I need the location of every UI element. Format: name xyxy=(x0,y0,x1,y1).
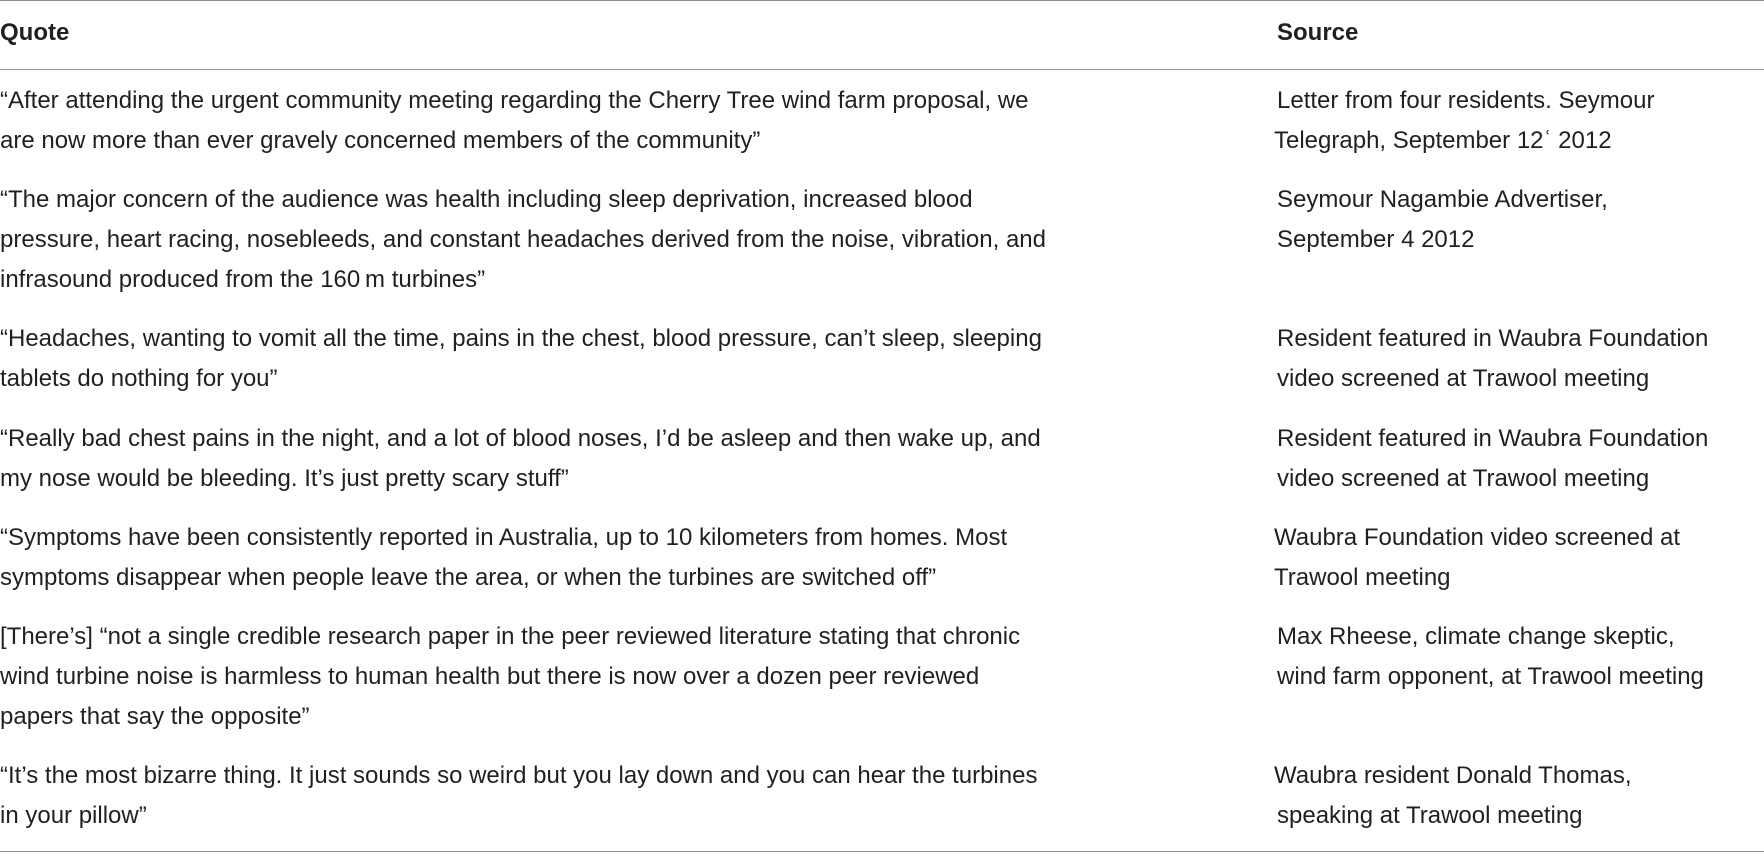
table-row-quote xyxy=(0,518,1200,598)
table-row-quote xyxy=(0,319,1200,399)
table-row-quote xyxy=(0,419,1200,499)
source-line: Resident featured in Waubra Foundation xyxy=(1277,325,1709,352)
quote-line: “Headaches, wanting to vomit all the time, pains in the chest, blood pressure, can’t sleep, sleeping xyxy=(0,325,1042,352)
quote-line: are now more than ever gravely concerned members of the community” xyxy=(0,127,761,154)
source-line: speaking at Trawool meeting xyxy=(1277,802,1583,829)
table-top-rule xyxy=(0,0,1764,1)
source-line: Letter from four residents. Seymour xyxy=(1277,87,1655,114)
source-line: Waubra Foundation video screened at xyxy=(1274,524,1681,551)
table-row-source xyxy=(1274,180,1764,260)
quote-line: tablets do nothing for you” xyxy=(0,365,278,392)
quote-line: “Really bad chest pains in the night, and a lot of blood noses, I’d be asleep and then wake up, and xyxy=(0,425,1041,452)
quote-line: in your pillow” xyxy=(0,802,147,829)
quote-line: “Symptoms have been consistently reported in Australia, up to 10 kilometers from homes. Most xyxy=(0,524,1008,551)
source-line: video screened at Trawool meeting xyxy=(1277,365,1650,392)
quote-line: “It’s the most bizarre thing. It just sounds so weird but you lay down and you can hear the turbines xyxy=(0,762,1038,789)
source-line: Trawool meeting xyxy=(1274,564,1451,591)
source-line: Resident featured in Waubra Foundation xyxy=(1277,425,1709,452)
table-row-source xyxy=(1274,319,1764,399)
table-row-quote xyxy=(0,617,1200,737)
source-line: video screened at Trawool meeting xyxy=(1277,465,1650,492)
source-line: wind farm opponent, at Trawool meeting xyxy=(1277,663,1704,690)
quote-line: wind turbine noise is harmless to human health but there is now over a dozen peer reviewed xyxy=(0,663,980,690)
source-line: Seymour Nagambie Advertiser, xyxy=(1277,186,1608,213)
table-row-quote xyxy=(0,756,1200,836)
table-row-source xyxy=(1274,756,1764,836)
quote-line: infrasound produced from the 160 m turbines” xyxy=(0,266,486,293)
table-row-source xyxy=(1274,81,1764,161)
source-line: Waubra resident Donald Thomas, xyxy=(1274,762,1632,789)
column-header-source: Source xyxy=(1277,19,1359,46)
quote-line: “After attending the urgent community meeting regarding the Cherry Tree wind farm proposal, we xyxy=(0,87,1029,114)
table-row-quote xyxy=(0,180,1200,300)
table-header-rule xyxy=(0,69,1764,70)
source-line: Max Rheese, climate change skeptic, xyxy=(1277,623,1675,650)
quote-line: pressure, heart racing, nosebleeds, and constant headaches derived from the noise, vibration, and xyxy=(0,226,1046,253)
quote-line: my nose would be bleeding. It’s just pretty scary stuff” xyxy=(0,465,569,492)
quote-line: [There’s] “not a single credible research paper in the peer reviewed literature stating that chronic xyxy=(0,623,1021,650)
quote-line: papers that say the opposite” xyxy=(0,703,310,730)
quote-line: “The major concern of the audience was health including sleep deprivation, increased blood xyxy=(0,186,973,213)
quote-line: symptoms disappear when people leave the area, or when the turbines are switched off” xyxy=(0,564,937,591)
column-header-quote: Quote xyxy=(0,19,70,46)
table-row-source xyxy=(1274,617,1764,697)
table-bottom-rule xyxy=(0,851,1764,852)
table-row-quote xyxy=(0,81,1200,161)
source-line: September 4 2012 xyxy=(1277,226,1475,253)
table-row-source xyxy=(1274,518,1764,598)
table-row-source xyxy=(1274,419,1764,499)
source-line: Telegraph, September 12ʿ 2012 xyxy=(1274,127,1612,154)
